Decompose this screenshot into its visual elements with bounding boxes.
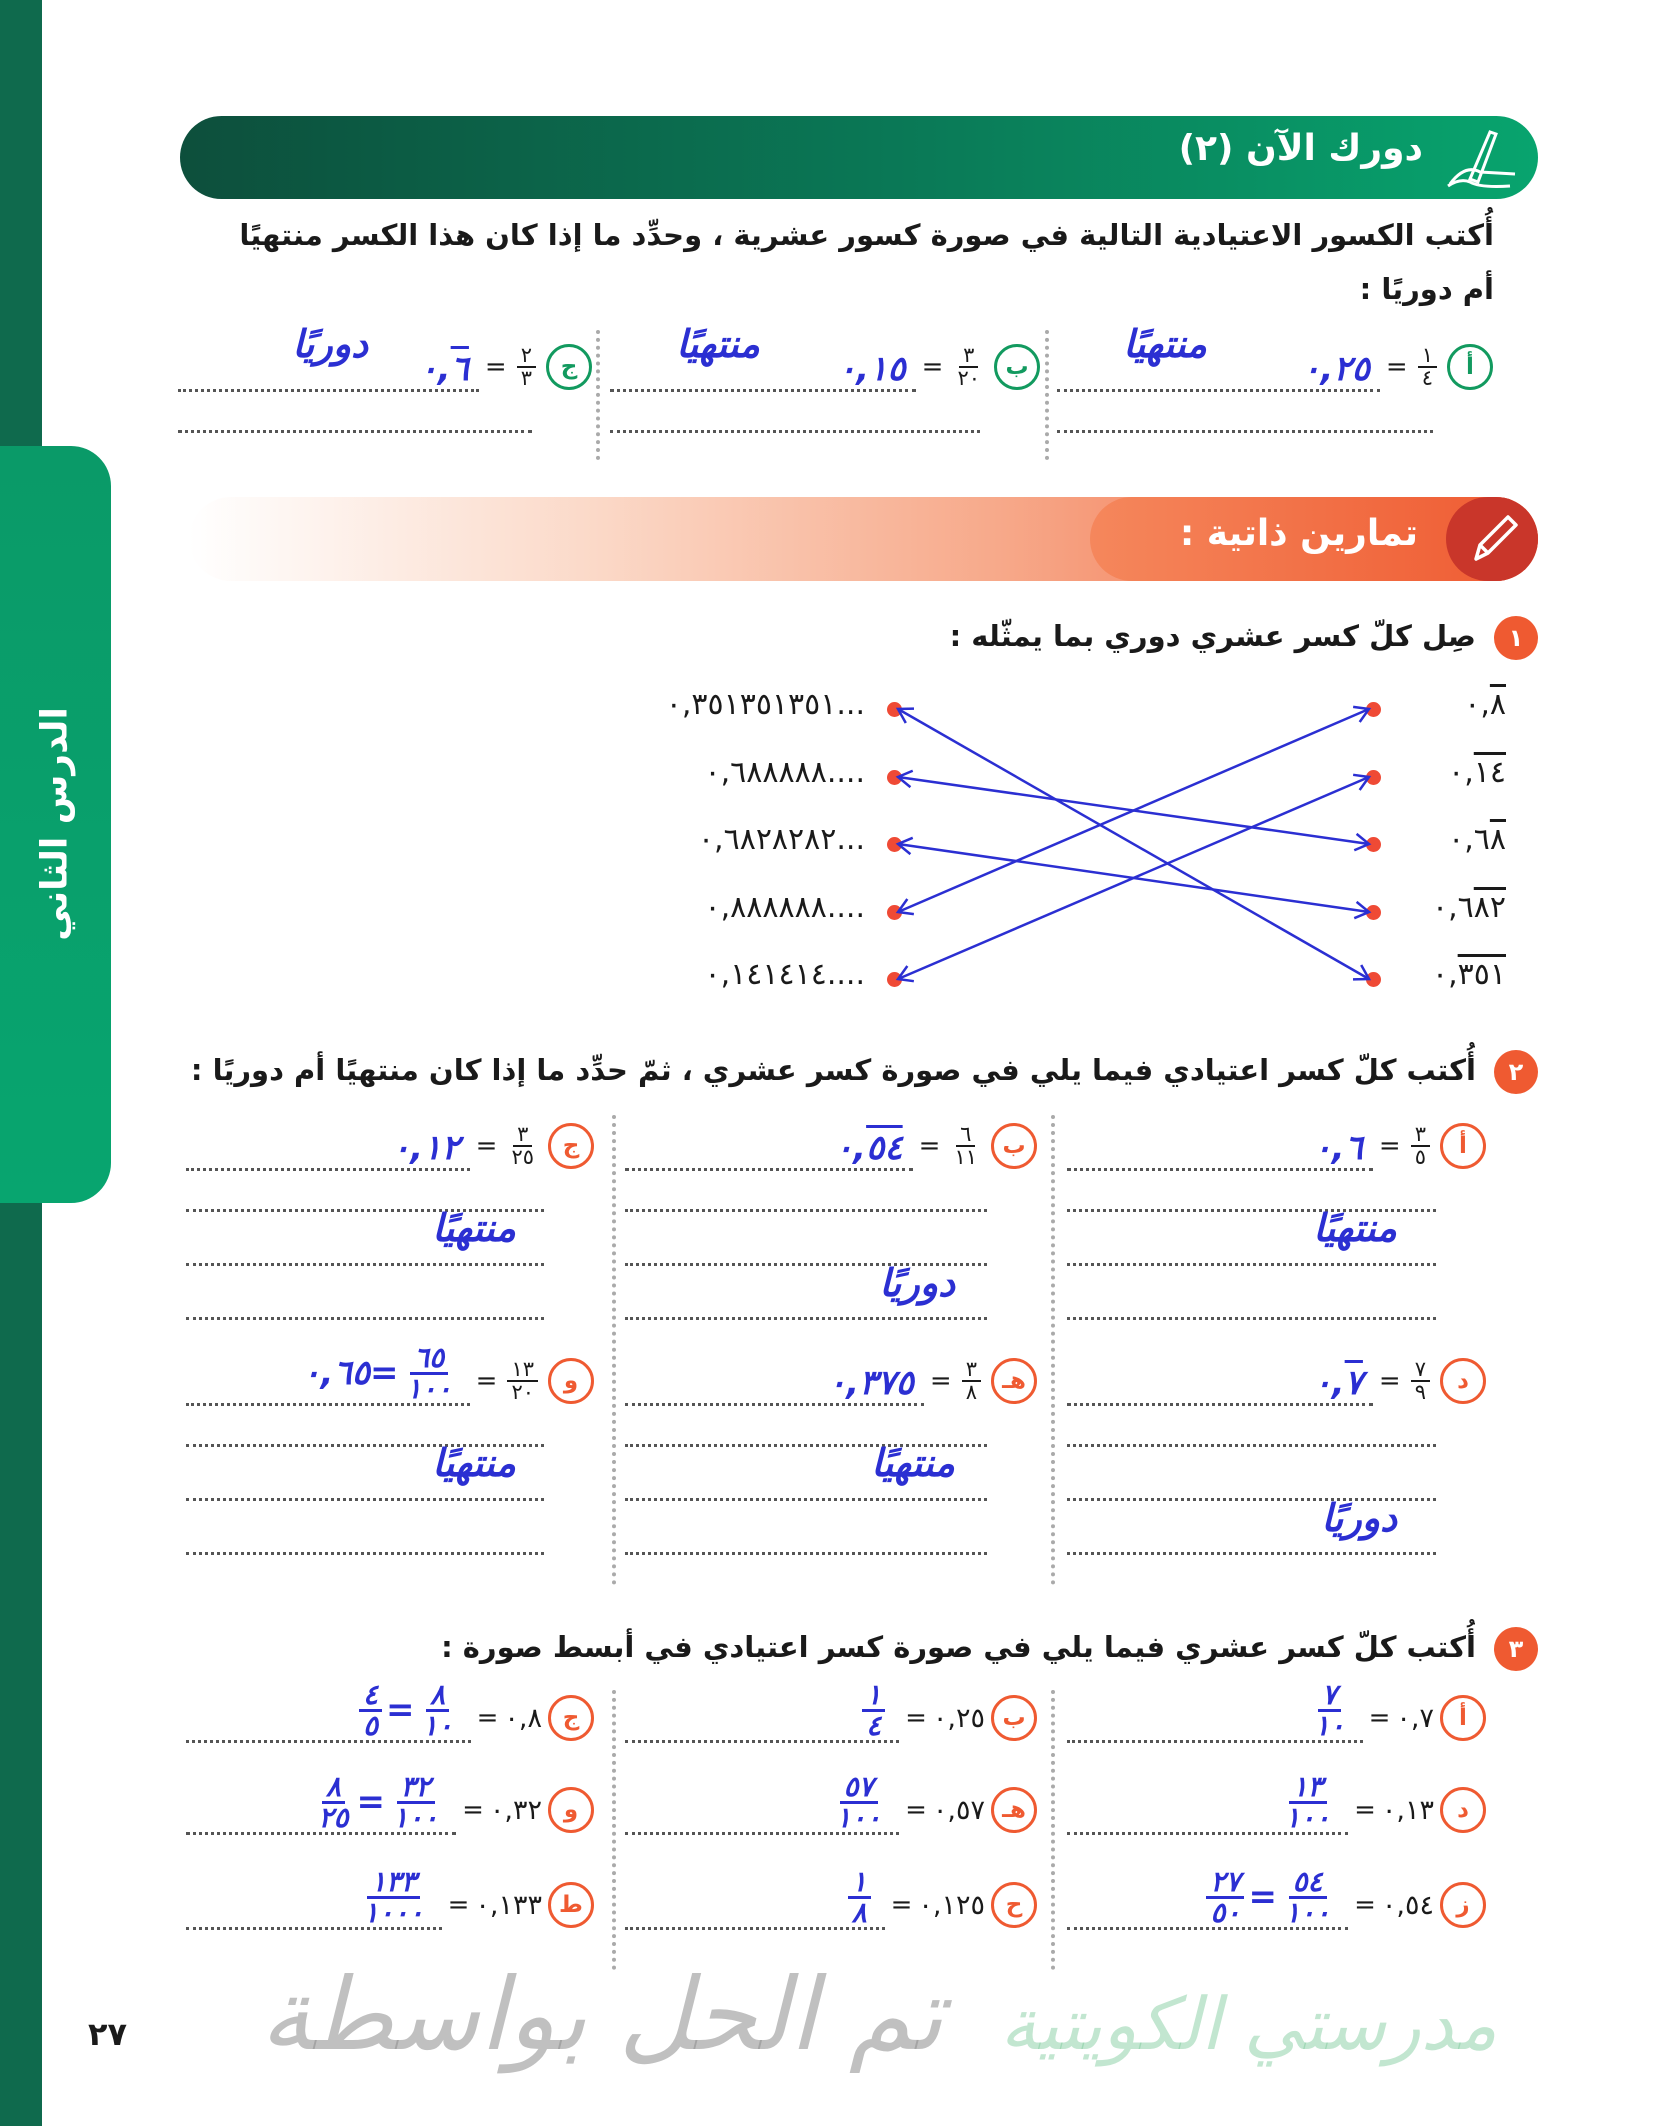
handwritten-answer <box>355 1677 461 1742</box>
handwritten-answer <box>1202 1864 1338 1929</box>
equals-sign: = <box>929 1366 952 1396</box>
numerator: ٧ <box>1411 1359 1430 1382</box>
equals-sign: = <box>905 1795 927 1825</box>
answer-line[interactable] <box>1067 1122 1373 1171</box>
decimal-value: ٠,٥٤ <box>1381 1889 1434 1921</box>
fraction <box>389 1769 442 1834</box>
answer-line[interactable] <box>186 1122 470 1171</box>
item-letter-badge: ج <box>548 1695 594 1741</box>
item-letter-badge: ب <box>991 1695 1037 1741</box>
handwritten-answer <box>1313 1128 1362 1168</box>
numerator: ١٣٣ <box>367 1868 420 1899</box>
dotted-answer-line[interactable] <box>625 1209 987 1212</box>
numerator: ٣ <box>959 345 978 368</box>
dotted-answer-line[interactable] <box>186 1552 544 1555</box>
denominator: ٨ <box>851 1895 867 1929</box>
denominator: ١١ <box>954 1145 977 1169</box>
decimal-prefix: ٠, <box>1432 957 1458 992</box>
equals-sign: = <box>890 1890 913 1920</box>
status-answer: منتهيًا <box>432 1206 516 1250</box>
q1-heading <box>950 616 1538 660</box>
match-line <box>898 777 1369 979</box>
answer-text: ٠,١٥ <box>837 348 906 389</box>
left-decimal: ٠,٣٥١٣٥١٣٥١... <box>665 687 865 722</box>
item-letter-badge: ح <box>991 1882 1037 1928</box>
decimal-prefix: ٠,٦ <box>1432 890 1474 925</box>
answer-decimal <box>302 1353 370 1393</box>
numerator: ٦٥ <box>410 1344 448 1375</box>
equals-sign: = <box>475 1366 498 1396</box>
numerator: ٨ <box>322 1773 345 1804</box>
dotted-answer-line[interactable] <box>625 1498 987 1501</box>
item-letter-badge: ب <box>991 1123 1037 1169</box>
answer-line[interactable] <box>186 1677 471 1743</box>
answer-line[interactable] <box>625 1677 899 1743</box>
denominator: ٤ <box>866 1708 882 1742</box>
pencil-icon <box>1446 497 1538 581</box>
exercise-item <box>186 1677 594 1748</box>
denominator: ١٠ <box>1314 1708 1345 1742</box>
right-match-point[interactable] <box>1366 770 1381 785</box>
repeating-digits: ٣٥١ <box>1457 957 1506 992</box>
q2-heading <box>191 1050 1538 1094</box>
status-answer: منتهيًا <box>676 322 760 366</box>
answer-decimal <box>1313 1128 1362 1168</box>
item-letter-badge: أ <box>1440 1695 1486 1741</box>
answer-line[interactable] <box>1057 343 1380 392</box>
repeating-digits: ٨ <box>1489 822 1506 857</box>
right-repeating-decimal <box>1432 890 1506 925</box>
fraction <box>419 1677 457 1742</box>
exercise-item <box>610 337 1040 397</box>
denominator: ١٠ <box>422 1708 453 1742</box>
answer-decimal <box>1302 349 1370 389</box>
denominator: ٢٠ <box>957 366 980 390</box>
fraction <box>862 1677 885 1742</box>
decimal-prefix: ٠, <box>1464 687 1490 722</box>
exercises-title: تمارين ذاتية : <box>1179 513 1418 554</box>
column-divider <box>1051 1115 1055 1585</box>
q1-text: صِل كلّ كسر عشري دوري بما يمثّله : <box>949 619 1476 653</box>
numerator: ٥٤ <box>1289 1868 1327 1899</box>
match-line <box>898 709 1369 979</box>
handwritten-answer <box>844 1864 875 1929</box>
match-line <box>898 777 1369 844</box>
fraction <box>507 1359 538 1403</box>
column-divider <box>596 330 600 460</box>
item-letter-badge: د <box>1440 1358 1486 1404</box>
decimal-value: ٠,٥٧ <box>932 1794 985 1826</box>
fraction <box>962 1359 981 1403</box>
denominator: ١٠٠ <box>406 1371 452 1405</box>
numerator: ١ <box>1418 345 1437 368</box>
left-match-point[interactable] <box>887 702 902 717</box>
item-letter-badge: ز <box>1440 1882 1486 1928</box>
left-match-point[interactable] <box>887 770 902 785</box>
fraction <box>403 1340 456 1405</box>
match-line <box>898 709 1369 912</box>
answer-line[interactable] <box>610 343 916 392</box>
fraction <box>848 1864 871 1929</box>
answer-line[interactable] <box>1067 1769 1348 1835</box>
q3-number: ٣ <box>1494 1627 1538 1671</box>
denominator: ٣ <box>520 366 532 390</box>
fraction <box>314 1769 352 1834</box>
numerator: ٨ <box>426 1681 449 1712</box>
handwritten-answer <box>838 349 906 389</box>
answer-text: ٠,٣٧٥ <box>827 1362 914 1403</box>
equals-sign: = <box>370 1353 399 1393</box>
equals-sign: = <box>386 1690 415 1730</box>
answer-decimal <box>835 1128 903 1168</box>
equals-sign: = <box>484 352 507 382</box>
section1-instruction-cont: أم دوريًا : <box>1359 272 1494 306</box>
column-divider <box>612 1115 616 1585</box>
exercise-item <box>186 1116 594 1176</box>
answer-decimal <box>838 349 906 389</box>
dotted-answer-line[interactable] <box>186 1263 544 1266</box>
status-answer: منتهيًا <box>1313 1206 1397 1250</box>
item-letter-badge: هـ <box>991 1358 1037 1404</box>
exercise-item <box>1067 1677 1486 1748</box>
denominator: ١٠٠ <box>835 1800 882 1834</box>
equals-sign: = <box>1368 1703 1391 1733</box>
status-answer: دوريًا <box>292 322 368 366</box>
numerator: ٣ <box>1411 1124 1430 1147</box>
exercises-banner <box>189 497 1538 581</box>
fraction <box>1411 1124 1430 1168</box>
denominator: ٩ <box>1414 1380 1426 1404</box>
exercise-item <box>625 1677 1037 1748</box>
exercise-item <box>1067 1351 1486 1411</box>
handwritten-answer <box>355 1864 431 1929</box>
dotted-answer-line[interactable] <box>178 430 532 433</box>
decimal-value: ٠,١٢٥ <box>918 1889 985 1921</box>
page-number: ٢٧ <box>88 2015 128 2053</box>
denominator: ٥٠ <box>1210 1895 1241 1929</box>
status-answer: دوريًا <box>879 1261 955 1305</box>
handwritten-answer <box>828 1769 889 1834</box>
dotted-answer-line[interactable] <box>1067 1552 1436 1555</box>
right-repeating-decimal <box>1432 957 1506 992</box>
right-match-point[interactable] <box>1366 972 1381 987</box>
exercise-item <box>625 1116 1037 1176</box>
numerator: ٣ <box>513 1124 532 1147</box>
numerator: ٣ <box>962 1359 981 1382</box>
equals-sign: = <box>1248 1877 1277 1917</box>
left-match-point[interactable] <box>887 837 902 852</box>
denominator: ٢٥ <box>318 1800 349 1834</box>
answer-line[interactable] <box>186 1864 442 1930</box>
column-divider <box>612 1690 616 1970</box>
answer-decimal <box>392 1128 460 1168</box>
exercise-item <box>1067 1116 1486 1176</box>
decimal-prefix: ٠,٦ <box>1448 822 1490 857</box>
right-match-point[interactable] <box>1366 905 1381 920</box>
numerator: ٧ <box>1318 1681 1341 1712</box>
answer-line[interactable] <box>186 1340 470 1406</box>
item-letter-badge: ط <box>548 1882 594 1928</box>
fraction <box>1311 1677 1349 1742</box>
equals-sign: = <box>447 1890 470 1920</box>
denominator: ١٠٠ <box>1284 1895 1331 1929</box>
dotted-answer-line[interactable] <box>1057 430 1433 433</box>
equals-sign: = <box>1354 1795 1376 1825</box>
equals-sign: = <box>1385 352 1408 382</box>
answer-text: ٠, <box>1313 1362 1345 1403</box>
item-letter-badge: ج <box>548 1123 594 1169</box>
exercise-item <box>186 1864 594 1935</box>
answer-line[interactable] <box>186 1769 456 1835</box>
right-repeating-decimal <box>1464 687 1506 722</box>
numerator: ٥٧ <box>840 1773 878 1804</box>
lesson-tab-label: الدرس الثاني <box>34 707 76 941</box>
decimal-value: ٠,٧ <box>1396 1702 1434 1734</box>
fraction <box>1206 1864 1244 1929</box>
handwritten-answer <box>302 1340 459 1405</box>
left-match-point[interactable] <box>887 972 902 987</box>
fraction <box>950 1124 981 1168</box>
handwritten-answer <box>419 349 468 389</box>
match-line <box>898 844 1369 912</box>
answer-text: ٠,٢٥ <box>1302 348 1370 389</box>
fraction <box>1411 1359 1430 1403</box>
handwritten-answer <box>392 1128 460 1168</box>
numerator: ١٣ <box>1289 1773 1327 1804</box>
dotted-answer-line[interactable] <box>610 430 980 433</box>
fraction <box>517 345 536 389</box>
left-decimal: ٠,٦٨٢٨٢٨٢... <box>697 822 865 857</box>
fraction <box>507 1124 538 1168</box>
answer-line[interactable] <box>625 1357 924 1406</box>
q1-number: ١ <box>1494 616 1538 660</box>
fraction <box>1281 1769 1334 1834</box>
repeating-digits: ٦ <box>450 348 469 389</box>
equals-sign: = <box>462 1795 484 1825</box>
status-answer: منتهيًا <box>871 1441 955 1485</box>
repeating-digits: ٧ <box>1344 1362 1363 1403</box>
denominator: ٥ <box>1414 1145 1426 1169</box>
dotted-answer-line[interactable] <box>1067 1263 1436 1266</box>
lesson-tab <box>0 446 111 1203</box>
item-letter-badge: هـ <box>991 1787 1037 1833</box>
dotted-answer-line[interactable] <box>186 1317 544 1320</box>
decimal-value: ٠,٣٢ <box>489 1794 542 1826</box>
decimal-value: ٠,١٣ <box>1381 1794 1434 1826</box>
fraction <box>1418 345 1437 389</box>
handwritten-answer <box>1307 1677 1353 1742</box>
left-decimal: ٠,٦٨٨٨٨٨.... <box>704 755 865 790</box>
right-match-point[interactable] <box>1366 837 1381 852</box>
status-answer: منتهيًا <box>1123 322 1207 366</box>
fraction <box>832 1769 885 1834</box>
handwritten-answer <box>835 1128 903 1168</box>
q3-heading <box>441 1627 1538 1671</box>
equals-sign: = <box>356 1782 385 1822</box>
equals-sign: = <box>1378 1131 1401 1161</box>
handwritten-answer <box>1302 349 1370 389</box>
equals-sign: = <box>905 1703 927 1733</box>
answer-line[interactable] <box>1067 1677 1363 1743</box>
exercise-item <box>186 1769 594 1840</box>
repeating-digits: ٨٢ <box>1473 890 1506 925</box>
answer-decimal <box>419 349 468 389</box>
fraction <box>359 1864 427 1929</box>
item-letter-badge: ب <box>994 344 1040 390</box>
item-letter-badge: ج <box>546 344 592 390</box>
dotted-answer-line[interactable] <box>1067 1317 1436 1320</box>
exercise-item <box>1067 1769 1486 1840</box>
equals-sign: = <box>476 1703 499 1733</box>
numerator: ٢ <box>517 345 536 368</box>
numerator: ٢٧ <box>1206 1868 1244 1899</box>
your-turn-header <box>180 116 1538 199</box>
answer-text: ٠,٦٥ <box>302 1353 371 1393</box>
answer-line[interactable] <box>625 1122 913 1171</box>
item-letter-badge: أ <box>1440 1123 1486 1169</box>
answer-line[interactable] <box>625 1864 885 1930</box>
repeating-digits: ٥٤ <box>866 1127 903 1168</box>
q3-text: أُكتب كلّ كسر عشري فيما يلي في صورة كسر اعتيادي في أبسط صورة : <box>441 1630 1476 1664</box>
numerator: ١٣ <box>507 1359 538 1382</box>
watermark-solved-by: تم الحل بواسطة <box>260 1956 944 2073</box>
numerator: ٤ <box>359 1681 382 1712</box>
equals-sign: = <box>921 352 944 382</box>
equals-sign: = <box>1354 1890 1376 1920</box>
denominator: ٥ <box>362 1708 379 1742</box>
exercise-item <box>186 1340 594 1411</box>
q2-text: أُكتب كلّ كسر اعتيادي فيما يلي في صورة كسر عشري ، ثمّ حدِّد ما إذا كان منتهيًا أم دوريًا : <box>190 1053 1476 1087</box>
q2-number: ٢ <box>1494 1050 1538 1094</box>
exercise-item <box>178 337 592 397</box>
hand-writing-icon <box>1440 124 1520 190</box>
denominator: ٢٠ <box>511 1380 534 1404</box>
handwritten-answer <box>310 1769 446 1834</box>
dotted-answer-line[interactable] <box>625 1552 987 1555</box>
repeating-digits: ٨ <box>1489 687 1506 722</box>
dotted-answer-line[interactable] <box>625 1317 987 1320</box>
answer-decimal <box>828 1363 914 1403</box>
watermark-site: مدرستي الكويتية <box>1000 1982 1498 2066</box>
handwritten-answer <box>1277 1769 1338 1834</box>
dotted-answer-line[interactable] <box>186 1498 544 1501</box>
item-letter-badge: و <box>548 1787 594 1833</box>
answer-text: ٠,١٢ <box>391 1127 460 1168</box>
status-answer: دوريًا <box>1321 1496 1397 1540</box>
left-match-point[interactable] <box>887 905 902 920</box>
handwritten-answer <box>1313 1363 1362 1403</box>
column-divider <box>1051 1690 1055 1970</box>
answer-line[interactable] <box>1067 1357 1373 1406</box>
denominator: ٤ <box>1421 366 1433 390</box>
decimal-value: ٠,٢٥ <box>932 1702 985 1734</box>
numerator: ١ <box>848 1868 871 1899</box>
answer-text: ٠,٦ <box>1313 1127 1363 1168</box>
handwritten-answer <box>828 1363 914 1403</box>
exercise-item <box>1067 1864 1486 1935</box>
item-letter-badge: و <box>548 1358 594 1404</box>
item-letter-badge: د <box>1440 1787 1486 1833</box>
left-decimal: ٠,٨٨٨٨٨٨.... <box>704 890 865 925</box>
denominator: ١٠٠ <box>392 1800 439 1834</box>
decimal-value: ٠,١٣٣ <box>475 1889 542 1921</box>
right-repeating-decimal <box>1448 822 1506 857</box>
item-letter-badge: أ <box>1447 344 1493 390</box>
section1-instruction: أُكتب الكسور الاعتيادية التالية في صورة كسور عشرية ، وحدِّد ما إذا كان هذا الكسر منتهيًا <box>239 218 1494 252</box>
repeating-digits: ١٤ <box>1473 755 1506 790</box>
fraction <box>953 345 984 389</box>
exercise-item <box>625 1351 1037 1411</box>
denominator: ١٠٠ <box>1284 1800 1331 1834</box>
numerator: ١ <box>862 1681 885 1712</box>
answer-line[interactable] <box>1067 1864 1348 1930</box>
answer-line[interactable] <box>625 1769 899 1835</box>
exercise-item <box>625 1864 1037 1935</box>
answer-text: ٠, <box>419 348 451 389</box>
numerator: ٦ <box>956 1124 975 1147</box>
column-divider <box>1045 330 1049 460</box>
fraction <box>1281 1864 1334 1929</box>
status-answer: منتهيًا <box>432 1441 516 1485</box>
numerator: ٣٢ <box>397 1773 435 1804</box>
denominator: ٨ <box>965 1380 977 1404</box>
decimal-value: ٠,٨ <box>504 1702 542 1734</box>
left-decimal: ٠,١٤١٤١٤.... <box>704 957 865 992</box>
answer-decimal <box>1313 1363 1362 1403</box>
denominator: ١٠٠٠ <box>363 1895 424 1929</box>
equals-sign: = <box>918 1131 941 1161</box>
exercises-pill <box>1090 497 1538 581</box>
equals-sign: = <box>475 1131 498 1161</box>
exercise-item <box>625 1769 1037 1840</box>
dotted-answer-line[interactable] <box>1067 1444 1436 1447</box>
equals-sign: = <box>1378 1366 1401 1396</box>
header-title: دورك الآن (٢) <box>1178 128 1423 169</box>
decimal-prefix: ٠, <box>1448 755 1474 790</box>
right-match-point[interactable] <box>1366 702 1381 717</box>
denominator: ٢٥ <box>511 1145 534 1169</box>
right-repeating-decimal <box>1448 755 1506 790</box>
handwritten-answer <box>858 1677 889 1742</box>
answer-text: ٠, <box>834 1127 867 1168</box>
fraction <box>359 1677 382 1742</box>
